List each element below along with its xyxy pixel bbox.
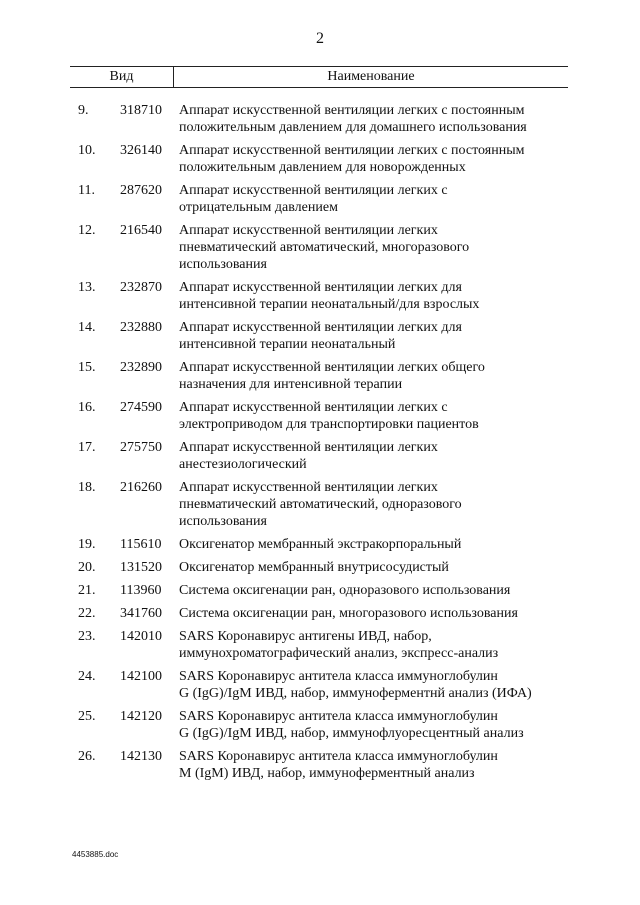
row-code: 115610: [120, 537, 162, 552]
row-code: 341760: [120, 606, 162, 621]
table-row: [0, 102, 640, 136]
row-name: Аппарат искусственной вентиляции легких с постоянным положительным давлением для новорожденных: [179, 143, 525, 175]
table-row: [0, 182, 640, 216]
row-number: 22.: [78, 606, 96, 621]
row-name: Аппарат искусственной вентиляции легких для интенсивной терапии неонатальный: [179, 320, 462, 352]
row-code: 232880: [120, 320, 162, 335]
row-code: 318710: [120, 103, 162, 118]
row-name: Оксигенатор мембранный экстракорпоральный: [179, 537, 462, 552]
row-code: 232890: [120, 360, 162, 375]
row-name: Система оксигенации ран, одноразового использования: [179, 583, 511, 598]
row-code: 326140: [120, 143, 162, 158]
table-row: [0, 668, 640, 702]
header-vid: Вид: [70, 67, 174, 87]
table-row: [0, 748, 640, 782]
row-number: 15.: [78, 360, 96, 375]
row-code: 232870: [120, 280, 162, 295]
row-code: 287620: [120, 183, 162, 198]
row-name: Система оксигенации ран, многоразового использования: [179, 606, 518, 621]
row-code: 216540: [120, 223, 162, 238]
row-number: 9.: [78, 103, 89, 118]
row-name: SARS Коронавирус антигены ИВД, набор, иммунохроматографический анализ, экспресс-анализ: [179, 629, 499, 661]
table-row: [0, 439, 640, 473]
row-number: 20.: [78, 560, 96, 575]
row-number: 23.: [78, 629, 96, 644]
row-code: 131520: [120, 560, 162, 575]
row-number: 13.: [78, 280, 96, 295]
row-number: 18.: [78, 480, 96, 495]
row-name: SARS Коронавирус антитела класса иммуноглобулин G (IgG)/IgM ИВД, набор, иммунофлуоресцентный анализ: [179, 709, 524, 741]
table-row: [0, 708, 640, 742]
table-row: [0, 279, 640, 313]
row-code: 275750: [120, 440, 162, 455]
table-row: [0, 536, 640, 553]
row-number: 21.: [78, 583, 96, 598]
row-code: 274590: [120, 400, 162, 415]
footer-doc-id: 4453885.doc: [72, 850, 119, 859]
row-name: Аппарат искусственной вентиляции легких с электроприводом для транспортировки пациентов: [179, 400, 479, 432]
row-number: 10.: [78, 143, 96, 158]
table-row: [0, 222, 640, 273]
row-name: SARS Коронавирус антитела класса иммуноглобулин G (IgG)/IgM ИВД, набор, иммуноферментнй анализ (ИФА): [179, 669, 532, 701]
table-row: [0, 559, 640, 576]
row-number: 25.: [78, 709, 96, 724]
row-name: Аппарат искусственной вентиляции легких пневматический автоматический, многоразового использования: [179, 223, 470, 272]
row-name: Аппарат искусственной вентиляции легких пневматический автоматический, одноразового использования: [179, 480, 462, 529]
row-name: Оксигенатор мембранный внутрисосудистый: [179, 560, 449, 575]
row-number: 14.: [78, 320, 96, 335]
row-name: Аппарат искусственной вентиляции легких общего назначения для интенсивной терапии: [179, 360, 485, 392]
table-header: [70, 66, 568, 88]
page-number: 2: [316, 30, 324, 47]
row-name: Аппарат искусственной вентиляции легких анестезиологический: [179, 440, 438, 472]
row-number: 26.: [78, 749, 96, 764]
table-row: [0, 582, 640, 599]
row-number: 17.: [78, 440, 96, 455]
row-code: 142120: [120, 709, 162, 724]
row-code: 142100: [120, 669, 162, 684]
header-name: Наименование: [327, 69, 415, 84]
table-row: [0, 319, 640, 353]
row-code: 142130: [120, 749, 162, 764]
table-row: [0, 628, 640, 662]
table-row: [0, 479, 640, 530]
row-name: Аппарат искусственной вентиляции легких для интенсивной терапии неонатальный/для взрослых: [179, 280, 480, 312]
row-name: SARS Коронавирус антитела класса иммуноглобулин M (IgM) ИВД, набор, иммуноферментный анализ: [179, 749, 498, 781]
table-row: [0, 605, 640, 622]
table-row: [0, 359, 640, 393]
row-number: 12.: [78, 223, 96, 238]
row-number: 11.: [78, 183, 95, 198]
table-row: [0, 142, 640, 176]
row-number: 19.: [78, 537, 96, 552]
row-code: 216260: [120, 480, 162, 495]
table-row: [0, 399, 640, 433]
row-name: Аппарат искусственной вентиляции легких с постоянным положительным давлением для домашнего использования: [179, 103, 527, 135]
row-number: 16.: [78, 400, 96, 415]
row-name: Аппарат искусственной вентиляции легких с отрицательным давлением: [179, 183, 448, 215]
row-number: 24.: [78, 669, 96, 684]
row-code: 142010: [120, 629, 162, 644]
row-code: 113960: [120, 583, 162, 598]
table-body: [0, 102, 640, 788]
